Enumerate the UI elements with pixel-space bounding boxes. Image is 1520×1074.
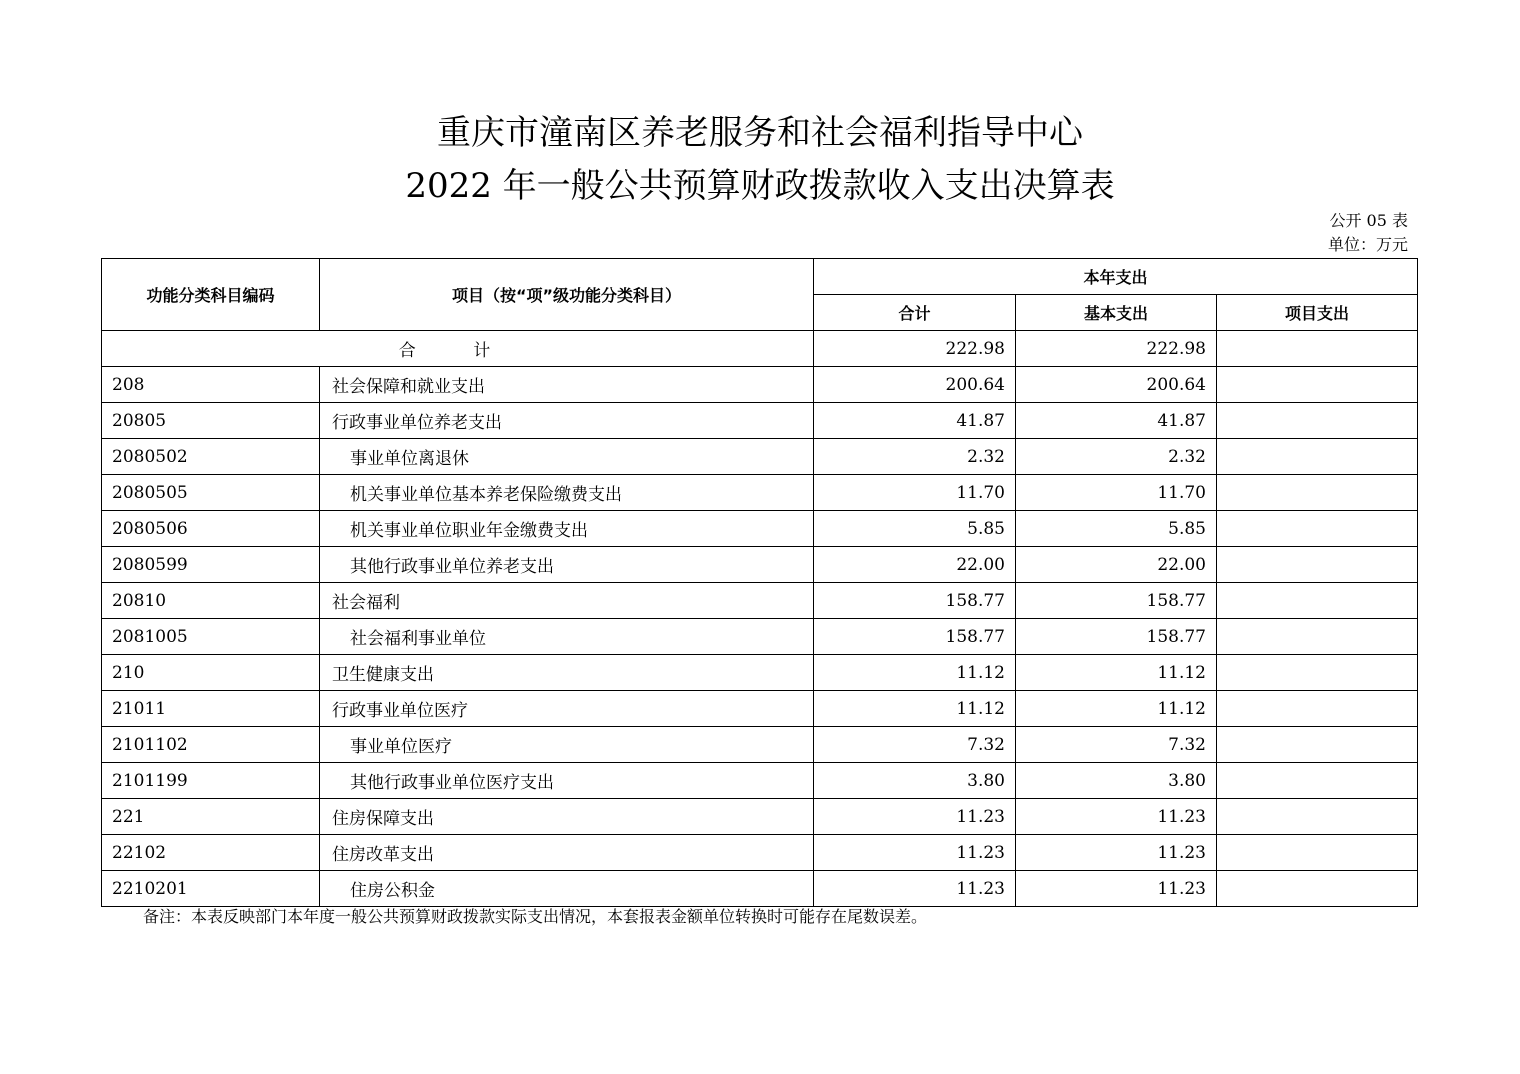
total-label: 合 计 — [102, 331, 814, 367]
row-project — [1217, 367, 1418, 403]
row-basic: 11.12 — [1016, 655, 1217, 691]
row-code: 221 — [102, 799, 320, 835]
row-basic: 2.32 — [1016, 439, 1217, 475]
row-project — [1217, 727, 1418, 763]
row-item: 社会福利事业单位 — [320, 619, 814, 655]
table-row — [102, 691, 1418, 727]
table-row — [102, 871, 1418, 907]
row-code: 2080505 — [102, 475, 320, 511]
total-project — [1217, 331, 1418, 367]
table-row — [102, 655, 1418, 691]
total-row — [102, 331, 1418, 367]
row-code: 2081005 — [102, 619, 320, 655]
row-total: 11.23 — [814, 871, 1016, 907]
table-row — [102, 367, 1418, 403]
row-project — [1217, 583, 1418, 619]
row-project — [1217, 547, 1418, 583]
header-code: 功能分类科目编码 — [102, 259, 320, 331]
row-total: 11.12 — [814, 655, 1016, 691]
table-row — [102, 835, 1418, 871]
footnote: 备注：本表反映部门本年度一般公共预算财政拨款实际支出情况，本套报表金额单位转换时可能存在尾数误差。 — [143, 907, 928, 926]
row-total: 158.77 — [814, 619, 1016, 655]
row-code: 22102 — [102, 835, 320, 871]
row-code: 2080599 — [102, 547, 320, 583]
row-item: 事业单位医疗 — [320, 727, 814, 763]
row-basic: 200.64 — [1016, 367, 1217, 403]
row-project — [1217, 403, 1418, 439]
row-project — [1217, 691, 1418, 727]
row-item: 行政事业单位养老支出 — [320, 403, 814, 439]
row-item: 住房公积金 — [320, 871, 814, 907]
row-total: 11.23 — [814, 835, 1016, 871]
table-row — [102, 403, 1418, 439]
row-project — [1217, 799, 1418, 835]
row-project — [1217, 511, 1418, 547]
row-basic: 11.23 — [1016, 871, 1217, 907]
header-project: 项目支出 — [1217, 295, 1418, 331]
header-group: 本年支出 — [814, 259, 1418, 295]
row-basic: 41.87 — [1016, 403, 1217, 439]
row-item: 其他行政事业单位医疗支出 — [320, 763, 814, 799]
row-item: 住房保障支出 — [320, 799, 814, 835]
row-item: 机关事业单位职业年金缴费支出 — [320, 511, 814, 547]
row-item: 其他行政事业单位养老支出 — [320, 547, 814, 583]
total-basic: 222.98 — [1016, 331, 1217, 367]
total-total: 222.98 — [814, 331, 1016, 367]
unit-label: 单位：万元 — [1327, 235, 1408, 254]
row-code: 2080506 — [102, 511, 320, 547]
row-basic: 11.12 — [1016, 691, 1217, 727]
row-item: 社会保障和就业支出 — [320, 367, 814, 403]
row-code: 208 — [102, 367, 320, 403]
table-row — [102, 583, 1418, 619]
row-project — [1217, 655, 1418, 691]
row-basic: 11.70 — [1016, 475, 1217, 511]
header-total: 合计 — [814, 295, 1016, 331]
row-code: 2101102 — [102, 727, 320, 763]
table-row — [102, 511, 1418, 547]
table-row — [102, 547, 1418, 583]
row-total: 200.64 — [814, 367, 1016, 403]
table-row — [102, 763, 1418, 799]
form-number: 公开 05 表 — [1329, 211, 1408, 230]
row-project — [1217, 871, 1418, 907]
row-total: 3.80 — [814, 763, 1016, 799]
row-item: 机关事业单位基本养老保险缴费支出 — [320, 475, 814, 511]
row-code: 2210201 — [102, 871, 320, 907]
row-item: 事业单位离退休 — [320, 439, 814, 475]
header-item: 项目（按“项”级功能分类科目） — [320, 259, 814, 331]
table-row — [102, 727, 1418, 763]
row-total: 2.32 — [814, 439, 1016, 475]
row-total: 41.87 — [814, 403, 1016, 439]
row-project — [1217, 763, 1418, 799]
row-code: 20805 — [102, 403, 320, 439]
table-row — [102, 439, 1418, 475]
row-code: 21011 — [102, 691, 320, 727]
row-basic: 158.77 — [1016, 583, 1217, 619]
row-total: 7.32 — [814, 727, 1016, 763]
row-project — [1217, 835, 1418, 871]
row-basic: 7.32 — [1016, 727, 1217, 763]
row-code: 2080502 — [102, 439, 320, 475]
row-basic: 158.77 — [1016, 619, 1217, 655]
row-basic: 11.23 — [1016, 835, 1217, 871]
row-total: 11.23 — [814, 799, 1016, 835]
row-project — [1217, 619, 1418, 655]
table-row — [102, 799, 1418, 835]
row-total: 5.85 — [814, 511, 1016, 547]
row-basic: 11.23 — [1016, 799, 1217, 835]
row-project — [1217, 439, 1418, 475]
row-basic: 3.80 — [1016, 763, 1217, 799]
budget-table — [101, 258, 1418, 907]
row-total: 11.12 — [814, 691, 1016, 727]
table-row — [102, 475, 1418, 511]
row-total: 11.70 — [814, 475, 1016, 511]
row-code: 20810 — [102, 583, 320, 619]
row-total: 158.77 — [814, 583, 1016, 619]
row-item: 行政事业单位医疗 — [320, 691, 814, 727]
header-basic: 基本支出 — [1016, 295, 1217, 331]
row-item: 社会福利 — [320, 583, 814, 619]
title-line-2: 2022 年一般公共预算财政拨款收入支出决算表 — [405, 166, 1115, 206]
row-item: 住房改革支出 — [320, 835, 814, 871]
title-line-1: 重庆市潼南区养老服务和社会福利指导中心 — [437, 113, 1083, 153]
row-code: 210 — [102, 655, 320, 691]
row-code: 2101199 — [102, 763, 320, 799]
row-total: 22.00 — [814, 547, 1016, 583]
row-item: 卫生健康支出 — [320, 655, 814, 691]
table-row — [102, 619, 1418, 655]
row-project — [1217, 475, 1418, 511]
row-basic: 22.00 — [1016, 547, 1217, 583]
row-basic: 5.85 — [1016, 511, 1217, 547]
